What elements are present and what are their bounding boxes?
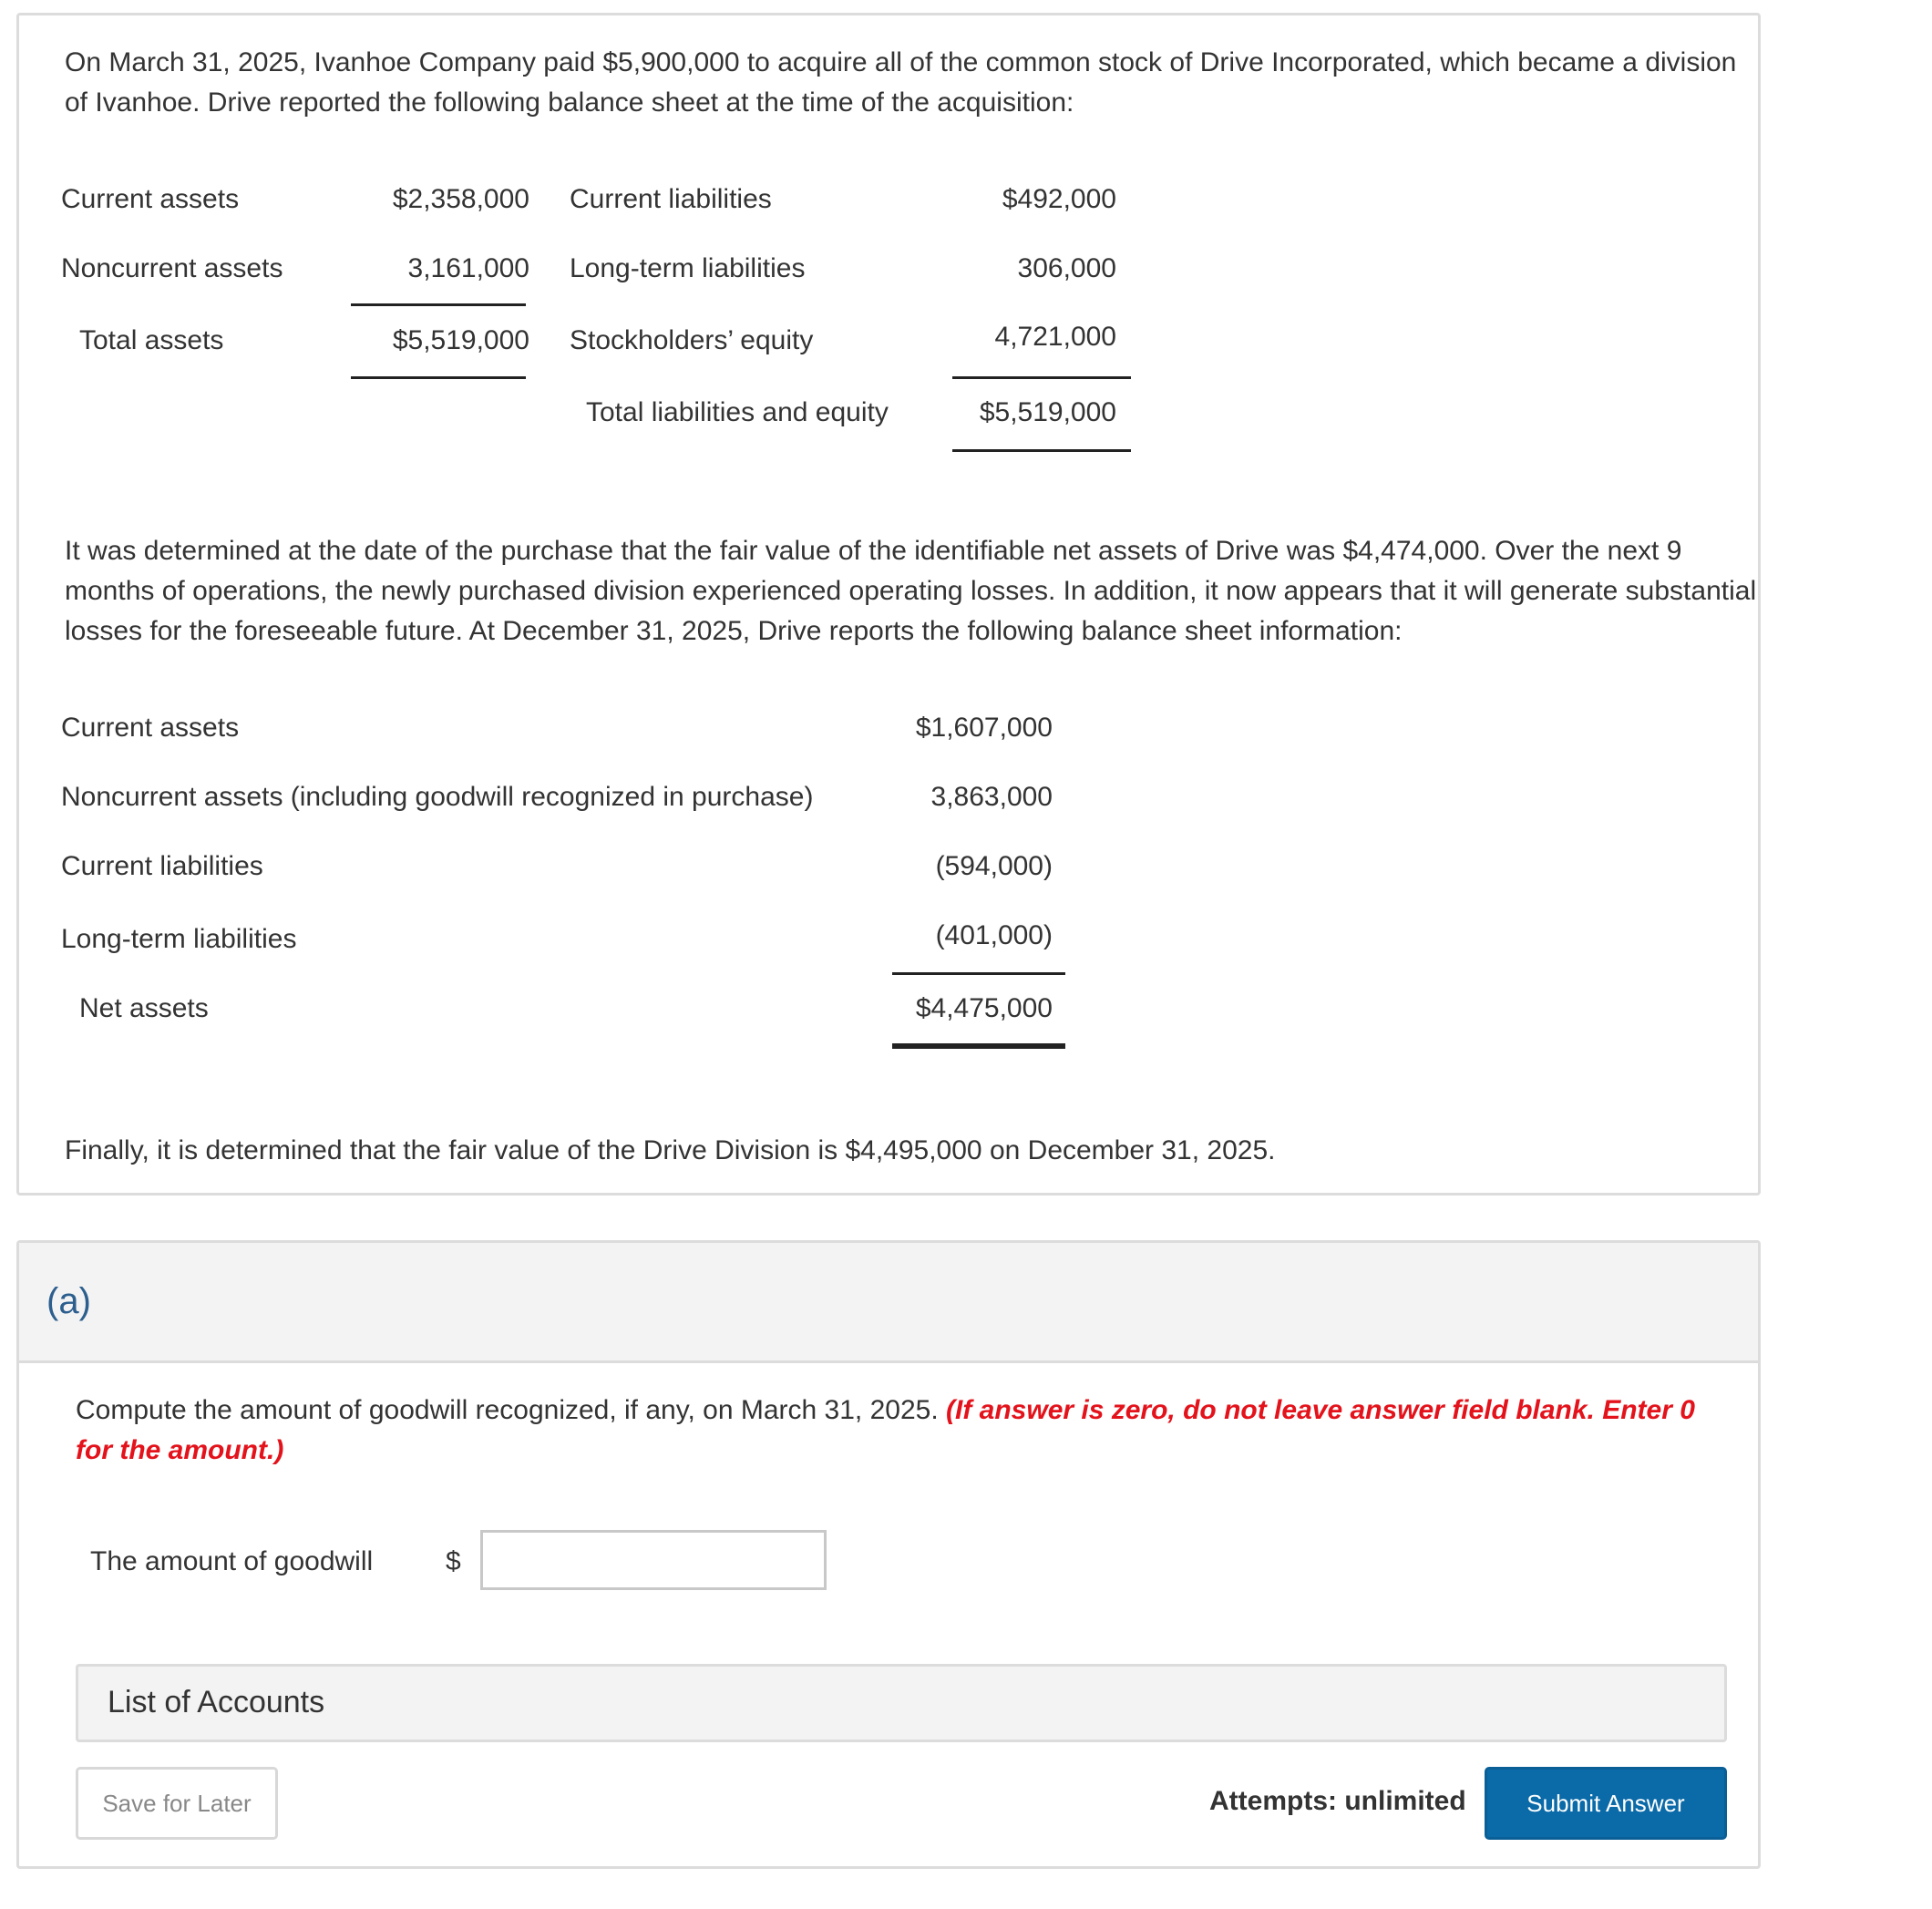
bs1-equity-subtotal-rule xyxy=(952,376,1131,379)
list-of-accounts-label: List of Accounts xyxy=(108,1685,325,1719)
goodwill-amount-input[interactable] xyxy=(480,1530,827,1590)
bs1-assets-subtotal-rule xyxy=(351,303,526,306)
part-a-card xyxy=(16,1240,1761,1869)
bs2-current-liabilities-value: (594,000) xyxy=(935,851,1053,881)
bs1-noncurrent-assets-value: 3,161,000 xyxy=(407,253,529,283)
bs2-current-assets-value: $1,607,000 xyxy=(915,713,1053,743)
part-a-header xyxy=(19,1243,1758,1363)
bs1-total-assets-value: $5,519,000 xyxy=(392,325,529,355)
bs2-subtotal-rule xyxy=(892,972,1065,975)
bs2-current-assets-label: Current assets xyxy=(61,713,240,743)
bs1-current-assets-label: Current assets xyxy=(61,184,240,214)
intro-paragraph: On March 31, 2025, Ivanhoe Company paid $5,900,000 to acquire all of the common stock of Drive Incorporated, which became a division of Ivanhoe. Drive reported the following balance sheet at the time of the acquisition: xyxy=(65,47,1737,118)
currency-symbol: $ xyxy=(446,1546,461,1576)
bs1-equity-label: Stockholders’ equity xyxy=(570,325,814,355)
bs1-long-term-liabilities-value: 306,000 xyxy=(1017,253,1116,283)
bs2-current-liabilities-label: Current liabilities xyxy=(61,851,263,881)
bs1-current-liabilities-label: Current liabilities xyxy=(570,184,772,214)
part-a-instruction xyxy=(76,1391,1734,1471)
bs1-noncurrent-assets-label: Noncurrent assets xyxy=(61,253,283,283)
bs1-equity-value: 4,721,000 xyxy=(994,322,1116,352)
submit-answer-button[interactable]: Submit Answer xyxy=(1485,1767,1727,1840)
goodwill-label: The amount of goodwill xyxy=(90,1546,374,1576)
bs2-noncurrent-assets-label: Noncurrent assets (including goodwill recognized in purchase) xyxy=(61,782,814,812)
bs2-net-assets-value: $4,475,000 xyxy=(915,993,1053,1023)
list-of-accounts-bar[interactable] xyxy=(76,1664,1727,1742)
bs1-total-liab-equity-rule xyxy=(952,449,1131,452)
bs2-net-assets-double-rule xyxy=(892,1043,1065,1049)
bs1-total-liab-equity-label: Total liabilities and equity xyxy=(586,397,889,427)
attempts-label: Attempts: unlimited xyxy=(1209,1786,1466,1816)
final-paragraph: Finally, it is determined that the fair value of the Drive Division is $4,495,000 on December 31, 2025. xyxy=(65,1135,1276,1165)
problem-card xyxy=(16,13,1761,1196)
instruction-text: Compute the amount of goodwill recognized, if any, on March 31, 2025. xyxy=(76,1395,939,1425)
bs1-total-liab-equity-value: $5,519,000 xyxy=(979,397,1116,427)
bs1-long-term-liabilities-label: Long-term liabilities xyxy=(570,253,806,283)
middle-paragraph: It was determined at the date of the purchase that the fair value of the identifiable net assets of Drive was $4,474,000. Over the next 9 months of operations, the newly purchased division experienced operating losses. In addition, it now appears that it will generate substantial losses for the foreseeable future. At December 31, 2025, Drive reports the following balance sheet information: xyxy=(65,536,1757,646)
bs2-long-term-liabilities-label: Long-term liabilities xyxy=(61,924,297,954)
bs1-total-assets-rule xyxy=(351,376,526,379)
bs1-current-liabilities-value: $492,000 xyxy=(1002,184,1116,214)
bs2-noncurrent-assets-value: 3,863,000 xyxy=(930,782,1053,812)
bs2-net-assets-label: Net assets xyxy=(79,993,209,1023)
save-for-later-button[interactable]: Save for Later xyxy=(76,1767,278,1840)
part-a-label: (a) xyxy=(46,1281,91,1321)
bs1-total-assets-label: Total assets xyxy=(79,325,224,355)
instruction-hint: (If answer is zero, do not leave answer field blank. Enter 0 for the amount.) xyxy=(76,1395,1695,1465)
bs1-current-assets-value: $2,358,000 xyxy=(392,184,529,214)
bs2-long-term-liabilities-value: (401,000) xyxy=(935,920,1053,950)
